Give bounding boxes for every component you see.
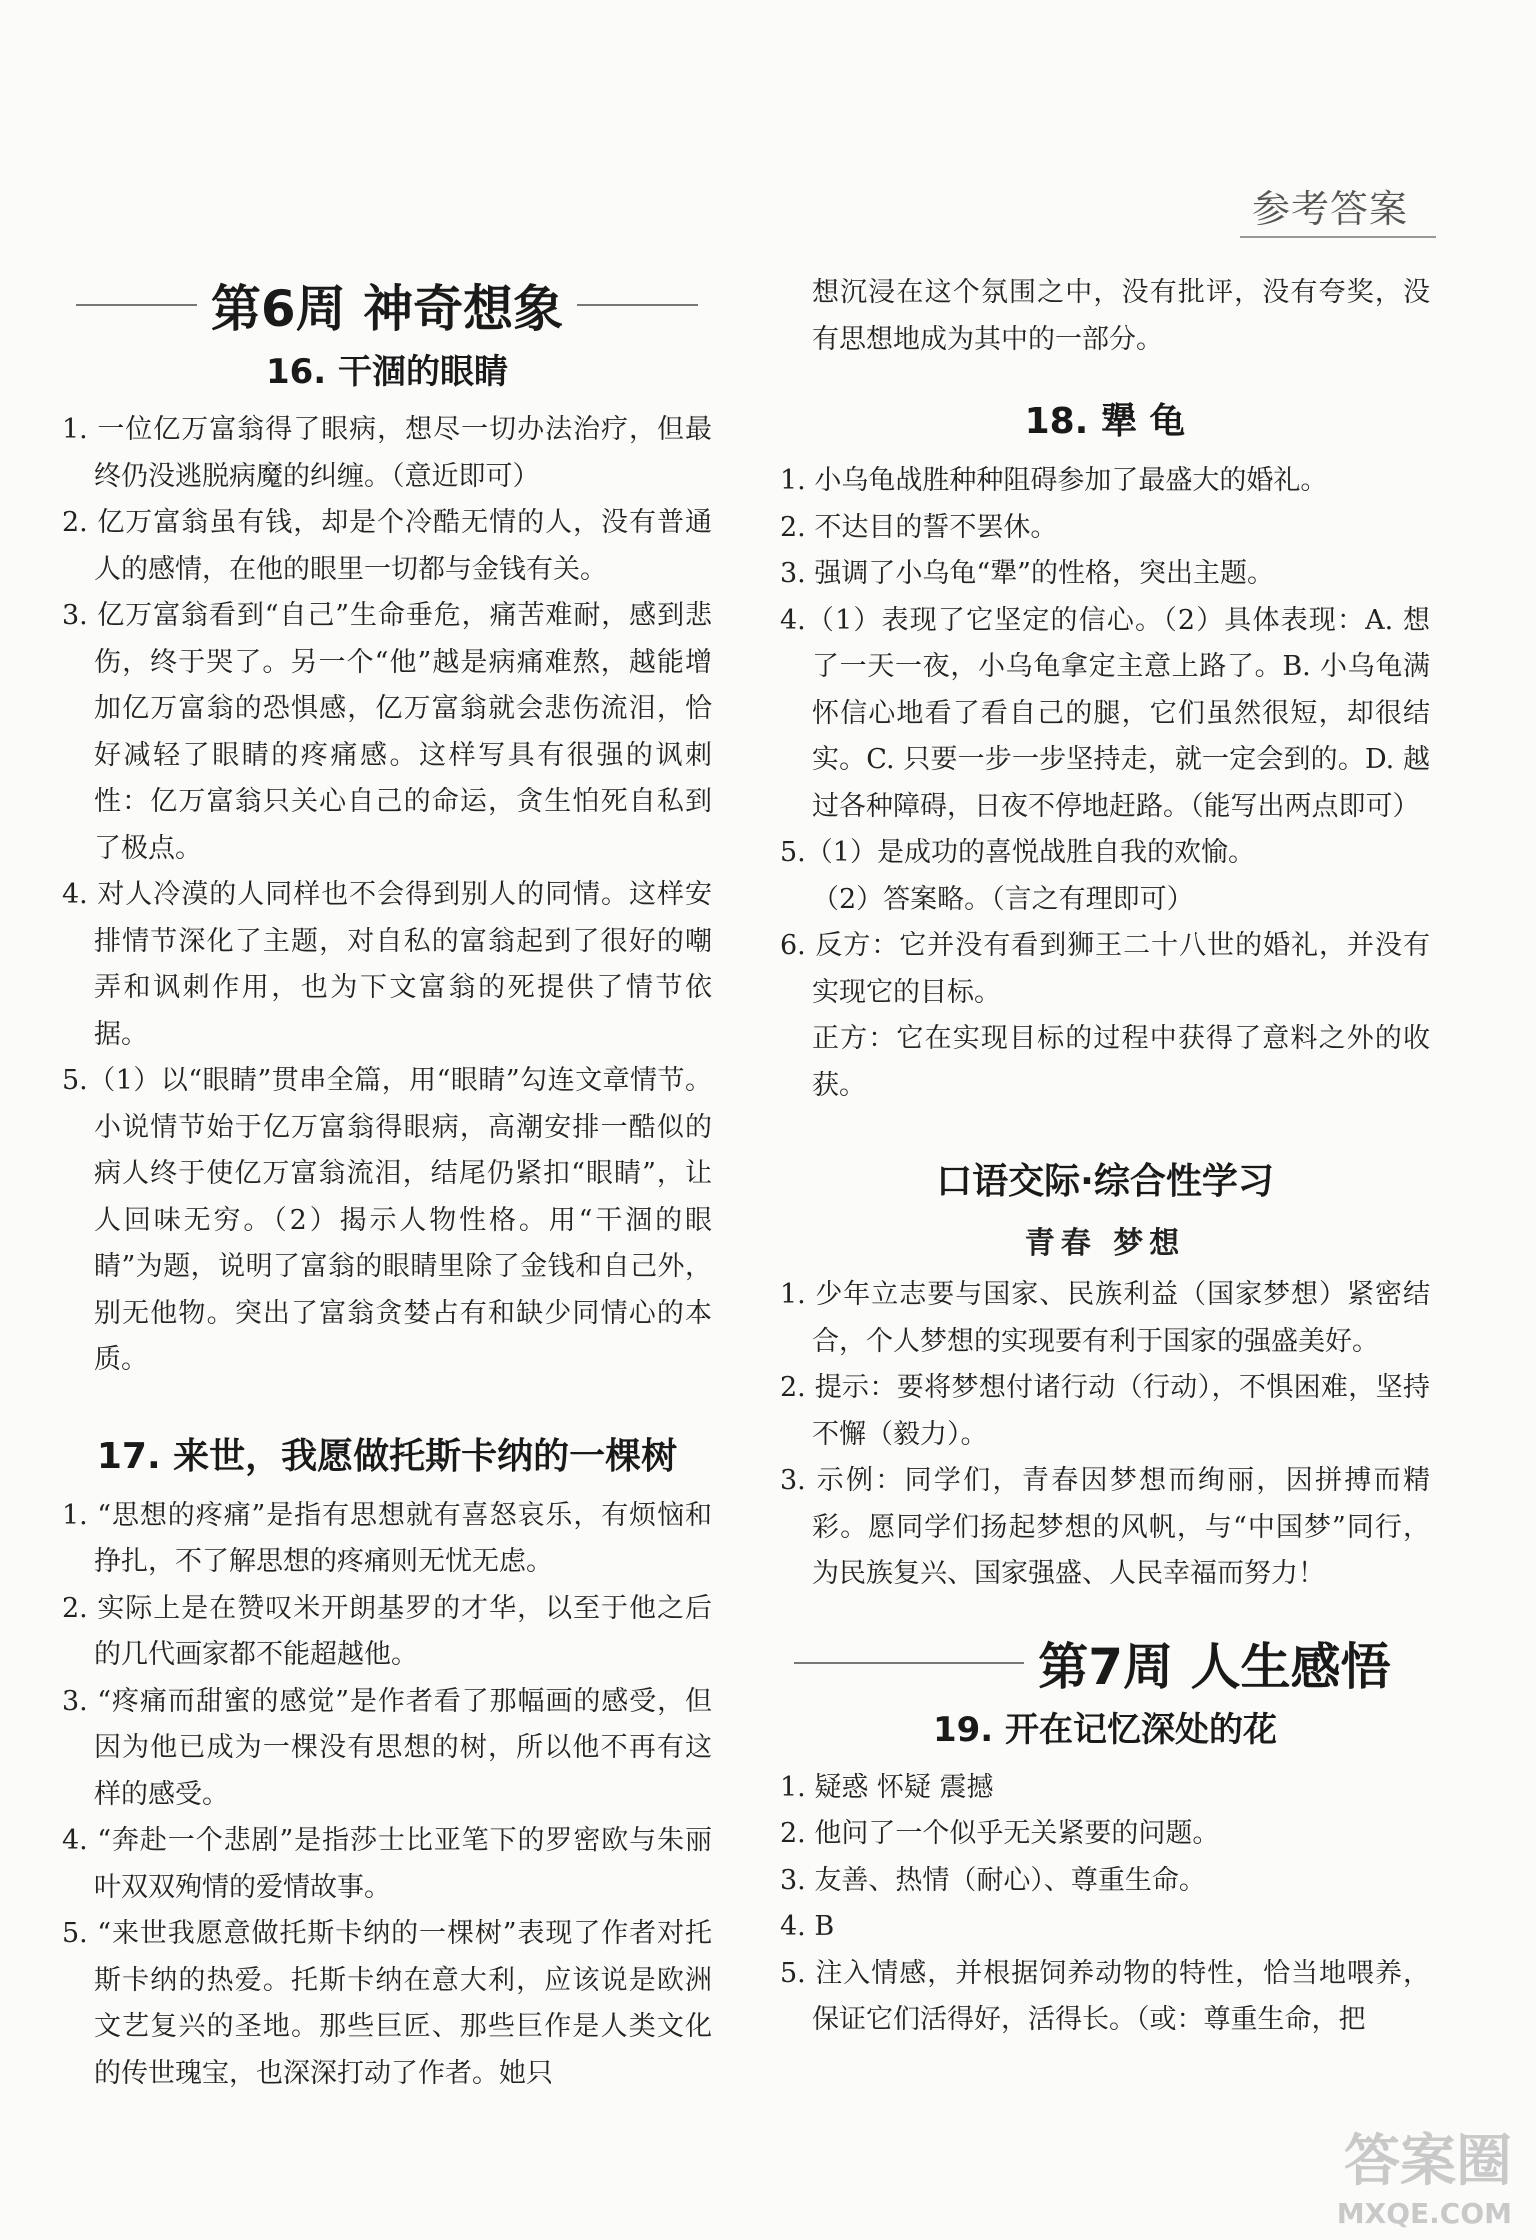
header-divider: [1240, 236, 1436, 238]
oral-section-title: 口语交际·综合性学习: [936, 1161, 1274, 1202]
answer-item: 正方：它在实现目标的过程中获得了意料之外的收获。: [812, 1023, 1430, 1101]
answer-item: （2）答案略。（言之有理即可）: [812, 883, 1194, 915]
right-column: [780, 270, 1430, 2044]
answer-item: 4. 对人冷漠的人同样也不会得到别人的同情。这样安排情节深化了主题，对自私的富翁起到了很好的嘲弄和讽刺作用，也为下文富翁的死提供了情节依据。: [62, 879, 712, 1050]
answer-item: 3. 强调了小乌龟“犟”的性格，突出主题。: [780, 558, 1274, 589]
watermark-sub: MXQE.COM: [1336, 2197, 1512, 2230]
week-7-title: [780, 1628, 1430, 1698]
answer-item: 1. 小乌龟战胜种种阻碍参加了最盛大的婚礼。: [780, 465, 1328, 496]
title-rule-right: [577, 304, 698, 306]
answer-item: 4. “奔赴一个悲剧”是指莎士比亚笔下的罗密欧与朱丽叶双双殉情的爱情故事。: [62, 1825, 712, 1903]
title-rule-left: [794, 1662, 1024, 1664]
answer-item: 3. 亿万富翁看到“自己”生命垂危，痛苦难耐，感到悲伤，终于哭了。另一个“他”越是病痛难熬，越能增加亿万富翁的恐惧感，亿万富翁就会悲伤流泪，恰好减轻了眼睛的疼痛感。这样写具有很强的讽刺性：亿万富翁只关心自己的命运，贪生怕死自私到了极点。: [62, 600, 712, 864]
answer-item: 6. 反方：它并没有看到狮王二十八世的婚礼，并没有实现它的目标。: [780, 930, 1430, 1008]
answer-item: 3. 友善、热情（耐心）、尊重生命。: [780, 1864, 1206, 1896]
answer-item: 5. 注入情感，并根据饲养动物的特性，恰当地喂养，保证它们活得好，活得长。（或：尊重生命，把: [780, 1957, 1430, 2035]
left-column: [62, 270, 712, 2097]
answer-item: 2. 实际上是在赞叹米开朗基罗的才华，以至于他之后的几代画家都不能超越他。: [62, 1592, 712, 1670]
section-16-title: 16. 干涸的眼睛: [265, 352, 509, 392]
oral-subtitle: 青春 梦想: [1024, 1226, 1186, 1261]
answer-item: 2. 不达目的誓不罢休。: [780, 511, 1058, 543]
answer-item: 4.（1）表现了它坚定的信心。（2）具体表现：A. 想了一天一夜，小乌龟拿定主意上路了。B. 小乌龟满怀信心地看了看自己的腿，它们虽然很短，却很结实。C. 只要一步一步坚持走，就一定会到的。D. 越过各种障碍，日夜不停地赶路。（能写出两点即可）: [780, 604, 1430, 822]
answer-item: 1. 一位亿万富翁得了眼病，想尽一切办法治疗，但最终仍没逃脱病魔的纠缠。（意近即可）: [62, 414, 712, 492]
continuation-text: 想沉浸在这个氛围之中，没有批评，没有夸奖，没有思想地成为其中的一部分。: [812, 277, 1430, 355]
answer-item: 5. “来世我愿意做托斯卡纳的一棵树”表现了作者对托斯卡纳的热爱。托斯卡纳在意大利，应该说是欧洲文艺复兴的圣地。那些巨匠、那些巨作是人类文化的传世瑰宝，也深深打动了作者。她只: [62, 1918, 712, 2089]
answer-item: 1. “思想的疼痛”是指有思想就有喜怒哀乐，有烦恼和挣扎，不了解思想的疼痛则无忧无虑。: [62, 1499, 712, 1577]
answer-item: 3. 示例：同学们，青春因梦想而绚丽，因拼搏而精彩。愿同学们扬起梦想的风帆，与“中国梦”同行，为民族复兴、国家强盛、人民幸福而努力！: [780, 1465, 1430, 1589]
week-6-title: [62, 270, 712, 340]
answer-item: 2. 提示：要将梦想付诸行动（行动），不惧困难，坚持不懈（毅力）。: [780, 1372, 1430, 1450]
week-6-title-text: 第6周 神奇想象: [210, 280, 564, 338]
answer-item: 2. 亿万富翁虽有钱，却是个冷酷无情的人，没有普通人的感情，在他的眼里一切都与金钱有关。: [62, 507, 712, 585]
answer-item: 1. 少年立志要与国家、民族利益（国家梦想）紧密结合，个人梦想的实现要有利于国家的强盛美好。: [780, 1279, 1430, 1357]
watermark-logo: [1337, 2117, 1512, 2230]
answer-item: 3. “疼痛而甜蜜的感觉”是作者看了那幅画的感受，但因为他已成为一棵没有思想的树，所以他不再有这样的感受。: [62, 1685, 712, 1810]
answer-item: 4. B: [780, 1911, 835, 1942]
section-18-title: 18. 犟 龟: [1024, 401, 1186, 442]
section-19-title: 19. 开在记忆深处的花: [932, 1709, 1278, 1750]
answer-item: 2. 他问了一个似乎无关紧要的问题。: [780, 1818, 1220, 1849]
title-rule-left: [76, 304, 197, 306]
answer-item: 5.（1）以“眼睛”贯串全篇，用“眼睛”勾连文章情节。小说情节始于亿万富翁得眼病，高潮安排一酷似的病人终于使亿万富翁流泪，结尾仍紧扣“眼睛”，让人回味无穷。（2）揭示人物性格。用“干涸的眼睛”为题，说明了富翁的眼睛里除了金钱和自己外，别无他物。突出了富翁贪婪占有和缺少同情心的本质。: [62, 1065, 712, 1375]
watermark-main: 答案圈: [1344, 2129, 1512, 2194]
answer-item: 1. 疑惑 怀疑 震撼: [780, 1771, 994, 1803]
answer-item: 5.（1）是成功的喜悦战胜自我的欢愉。: [780, 837, 1255, 868]
header-tag: 参考答案: [1251, 187, 1408, 231]
week-7-title-text: 第7周 人生感悟: [1038, 1637, 1391, 1696]
section-17-title: 17. 来世，我愿做托斯卡纳的一棵树: [96, 1435, 678, 1477]
